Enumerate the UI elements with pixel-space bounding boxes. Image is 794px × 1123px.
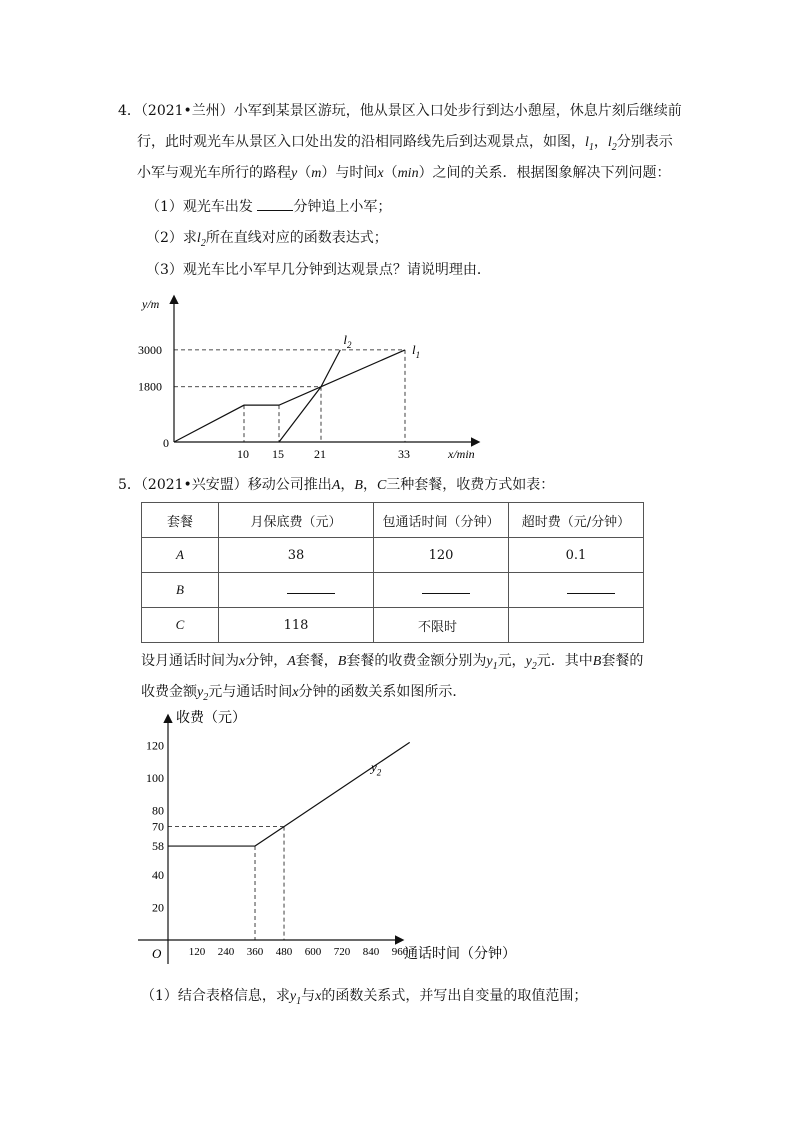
x-tick-label: 960 [391, 946, 409, 958]
q5-p1-e: 元， [497, 653, 526, 669]
answer-blank[interactable] [287, 583, 335, 594]
x-tick-label: 360 [246, 946, 264, 958]
table-cell: 38 [219, 538, 374, 573]
y-tick-label: 58 [152, 839, 164, 854]
x-tick-label: 600 [304, 946, 322, 958]
q4-y-var: y [291, 166, 298, 181]
q5-p2-c: 分钟的函数关系如图所示． [298, 684, 467, 700]
q4-sub2-sub: 2 [200, 237, 206, 249]
y-tick-label: 40 [152, 868, 164, 883]
x-tick-label: 840 [362, 946, 380, 958]
table-cell: 118 [219, 608, 374, 643]
q5-p2-y2: y [197, 685, 204, 700]
q4-sub1-b: 分钟追上小军； [293, 199, 392, 215]
q5-C: C [376, 478, 387, 493]
q5-p1-y2: y [525, 654, 532, 669]
q5-p1-c: 套餐， [295, 653, 338, 669]
q4-l1: l [585, 135, 589, 150]
table-row [142, 573, 644, 608]
q4-number: 4． [118, 103, 141, 119]
q4-sub3-text: （3）观光车比小军早几分钟到达观景点？请说明理由． [146, 262, 491, 278]
q5-p2-b: 元与通话时间 [208, 684, 293, 700]
table-cell: C [142, 608, 219, 643]
q4-l2: l [607, 135, 612, 150]
q4-x-var: x [377, 166, 384, 181]
q4-line-3 [137, 163, 671, 184]
q4-sub3 [146, 260, 491, 280]
q4-paren: （ [297, 165, 312, 181]
x-tick-label: 21 [314, 447, 326, 461]
q4-sub2 [146, 228, 388, 254]
chart2-lines [168, 742, 410, 846]
q4-text-1: 小军到某景区游玩，他从景区入口处步行到达小憩屋，休息片刻后继续前 [233, 103, 682, 119]
q5-p1-g: 套餐的 [601, 653, 644, 669]
q4-sep: ， [593, 134, 608, 150]
series-label-l2-sub: 2 [347, 339, 352, 350]
table-row [142, 538, 644, 573]
q5-p1-y1-sub: 1 [492, 660, 498, 672]
series-label-l2: $l_2$ [343, 331, 352, 350]
q5-sub1-y1-sub: 1 [296, 995, 302, 1007]
table-row [142, 608, 644, 643]
y-tick-label: 1800 [138, 379, 162, 394]
chart2-labels [146, 739, 409, 958]
q4-text-3b: ）与时间 [321, 165, 378, 181]
table-cell: 不限时 [374, 608, 509, 643]
chart2-guides [168, 827, 284, 940]
q4-sub2-var: l [196, 231, 201, 246]
q4-m-unit: m [311, 166, 322, 181]
q5-p1-b: 分钟， [245, 653, 288, 669]
q5-p1-B2: B [592, 654, 602, 669]
table-header: 超时费（元/分钟） [509, 503, 644, 538]
q4-min-unit: min [397, 166, 419, 181]
table-header: 套餐 [142, 503, 219, 538]
q4-text-2a: 行，此时观光车从景区入口处出发的沿相同路线先后到达观景点，如图， [137, 134, 585, 150]
q5-source: （2021•兴安盟） [140, 477, 248, 493]
y-tick-label: 120 [146, 738, 164, 753]
y-tick-label: 20 [152, 900, 164, 915]
chart2-svg [130, 704, 540, 974]
q5-intro-rest: 三种套餐，收费方式如表： [386, 477, 555, 493]
series-label-l1: $l_1$ [412, 341, 421, 360]
q5-sub1 [141, 986, 587, 1012]
table-cell: 120 [374, 538, 509, 573]
q5-A: A [331, 478, 341, 493]
q5-p2-x: x [292, 685, 299, 700]
chart1-y-axis-label: y/m [142, 297, 160, 311]
table-cell-blank[interactable] [509, 573, 644, 608]
answer-blank[interactable] [567, 583, 615, 594]
x-tick-label: 120 [188, 946, 206, 958]
q4-sub2-a: （2）求 [146, 230, 197, 246]
table-cell: B [142, 573, 219, 608]
table-cell-blank[interactable] [374, 573, 509, 608]
q5-sub1-c: 的函数关系式，并写出自变量的取值范围； [321, 988, 588, 1004]
q4-line-2 [137, 132, 673, 158]
q5-p1-B: B [337, 654, 347, 669]
q4-paren2: （ [383, 165, 398, 181]
x-tick-label: 480 [275, 946, 293, 958]
q5-sub1-x: x [315, 989, 322, 1004]
table-header: 包通话时间（分钟） [374, 503, 509, 538]
x-tick-label: 33 [398, 447, 410, 461]
q5-p2-y2-sub: 2 [203, 691, 209, 703]
q5-p1-d: 套餐的收费金额分别为 [346, 653, 487, 669]
q4-sub1 [146, 196, 391, 217]
series-label-y2: $y_2$ [371, 759, 382, 778]
q5-para-1 [141, 651, 643, 677]
series-label-y2-sub: 2 [376, 767, 382, 778]
q5-sub1-y1: y [289, 989, 297, 1004]
x-tick-label: 720 [333, 946, 351, 958]
q5-p1-y1: y [486, 654, 493, 669]
q4-text-2b: 分别表示 [616, 134, 673, 150]
q5-p1-A: A [287, 654, 296, 669]
q5-p1-x: x [239, 654, 246, 669]
fee-table [141, 502, 644, 643]
q5-line-1: 5．（2021•兴安盟）移动公司推出A，B，C三种套餐，收费方式如表： [118, 477, 555, 493]
series-l2 [279, 350, 340, 442]
q5-p1-a: 设月通话时间为 [141, 653, 239, 669]
chart2-x-axis-label: 通话时间（分钟） [404, 947, 516, 962]
y-tick-label: 80 [152, 803, 164, 818]
table-cell-blank[interactable] [219, 573, 374, 608]
q4-sub1-a: （1）观光车出发 [146, 199, 253, 215]
series-y2 [168, 742, 410, 846]
table-cell: A [142, 538, 219, 573]
chart2-y-axis-label: 收费（元） [176, 711, 246, 726]
y-tick-label: 70 [152, 819, 164, 834]
q5-sub1-a: （1）结合表格信息，求 [141, 988, 290, 1004]
table-header: 月保底费（元） [219, 503, 374, 538]
q5-number: 5． [118, 477, 141, 493]
q4-text-3a: 小军与观光车所行的路程 [137, 165, 291, 181]
chart1-x-axis-label: x/min [448, 447, 475, 461]
q4-sub2-b: 所在直线对应的函数表达式； [205, 230, 388, 246]
table-cell [509, 608, 644, 643]
q5-intro: 移动公司推出 [247, 477, 332, 493]
answer-blank[interactable] [422, 583, 470, 594]
y-tick-label: 3000 [138, 342, 162, 357]
q5-p1-y2-sub: 2 [531, 660, 537, 672]
q4-l2-sub: 2 [611, 141, 617, 153]
q4-text-3c: ）之间的关系．根据图象解决下列问题： [418, 165, 671, 181]
chart1-svg [130, 292, 490, 464]
q5-B: B [354, 478, 363, 493]
table-cell: 0.1 [509, 538, 644, 573]
series-label-l1-sub: 1 [415, 349, 421, 360]
y-tick-label: 100 [146, 771, 164, 785]
chart1-lines [174, 350, 405, 442]
q5-p2-a: 收费金额 [141, 684, 197, 700]
q4-l1-sub: 1 [588, 141, 594, 153]
q4-line-1 [118, 101, 682, 121]
q4-answer-blank[interactable] [257, 196, 293, 211]
q5-p1-f: 元．其中 [536, 653, 593, 669]
chart2-origin: O [152, 946, 162, 961]
x-tick-label: 10 [237, 447, 249, 461]
x-tick-label: 240 [217, 946, 235, 958]
q4-source: （2021•兰州） [140, 103, 234, 119]
table-header-row [142, 503, 644, 538]
chart1-origin: 0 [163, 436, 169, 450]
q5-sub1-b: 与 [301, 988, 316, 1004]
x-tick-label: 15 [272, 447, 284, 461]
